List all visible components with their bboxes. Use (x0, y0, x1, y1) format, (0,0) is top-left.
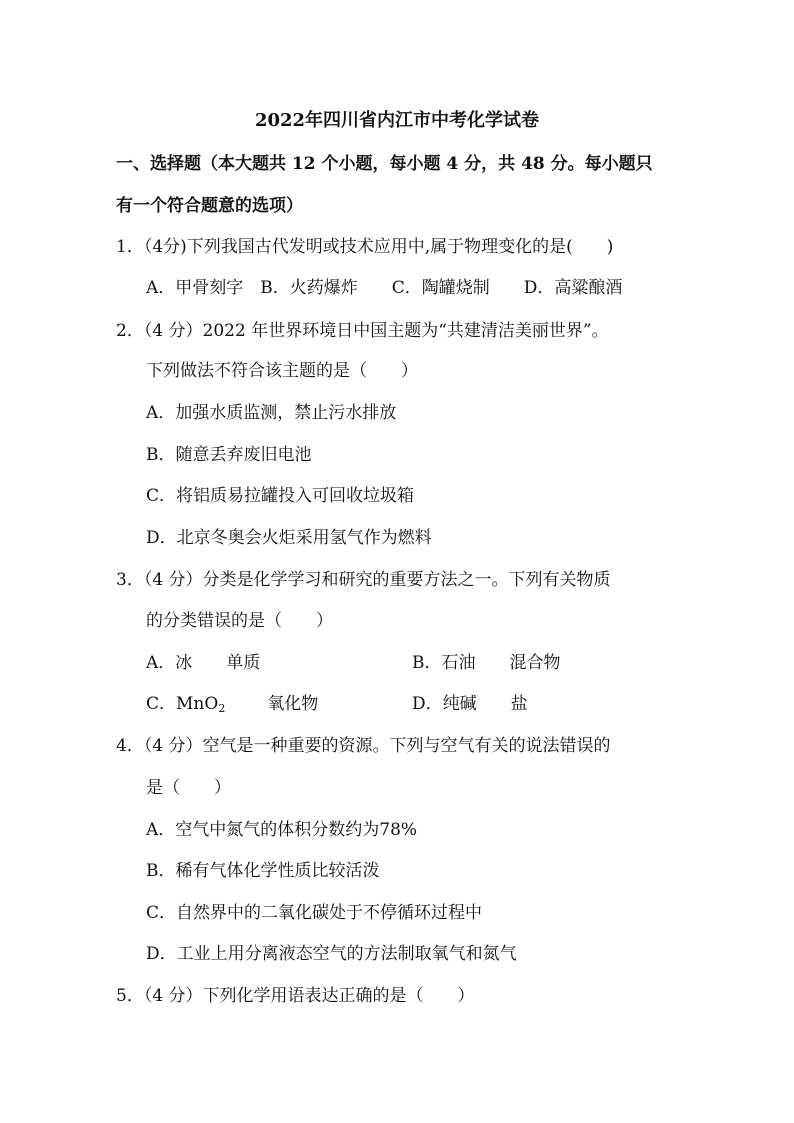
question-3-option-c (146, 689, 318, 715)
section-heading-line-2: 有一个符合题意的选项） (116, 196, 303, 216)
question-3-option-c-subscript: 2 (218, 702, 226, 715)
exam-title: 2022年四川省内江市中考化学试卷 (254, 110, 540, 131)
section-heading-line-1: 一、选择题（本大题共 12 个小题，每小题 4 分，共 48 分。每小题只 (116, 154, 653, 174)
question-2-option-d: D．北京冬奥会火炬采用氢气作为燃料 (146, 528, 432, 548)
question-2-stem-line-1: 2．（4 分）2022 年世界环境日中国主题为“共建清洁美丽世界”。 (116, 321, 609, 341)
question-2-option-a: A．加强水质监测，禁止污水排放 (146, 403, 397, 423)
question-1-stem: 1．（4分)下列我国古代发明或技术应用中,属于物理变化的是( ) (116, 237, 614, 257)
question-5-stem: 5．（4 分）下列化学用语表达正确的是（ ） (116, 986, 475, 1006)
question-3-option-a: A．冰 单质 (146, 653, 261, 673)
question-3-stem-line-2: 的分类错误的是（ ） (146, 611, 333, 631)
question-4-stem-line-1: 4．（4 分）空气是一种重要的资源。下列与空气有关的说法错误的 (116, 736, 611, 756)
question-2-stem-line-2: 下列做法不符合该主题的是（ ） (146, 361, 418, 381)
question-4-stem-line-2: 是（ ） (146, 778, 231, 798)
question-2-option-b: B．随意丢弃废旧电池 (146, 445, 312, 465)
question-1-options: A．甲骨刻字 B．火药爆炸 C．陶罐烧制 D．高粱酿酒 (146, 278, 623, 298)
question-3-option-c-formula: C．MnO (146, 694, 219, 714)
question-4-option-c: C．自然界中的二氧化碳处于不停循环过程中 (146, 903, 483, 923)
question-2-option-c: C．将铝质易拉罐投入可回收垃圾箱 (146, 486, 415, 506)
question-3-option-b: B．石油 混合物 (412, 653, 561, 673)
question-3-option-d: D．纯碱 盐 (412, 694, 528, 714)
section-heading (116, 143, 686, 227)
question-3-option-c-category: 氧化物 (267, 694, 319, 714)
question-4-option-d: D．工业上用分离液态空气的方法制取氧气和氮气 (146, 944, 517, 964)
question-3-stem-line-1: 3．（4 分）分类是化学学习和研究的重要方法之一。下列有关物质 (116, 570, 611, 590)
question-4-option-a: A．空气中氮气的体积分数约为78% (146, 820, 418, 840)
question-4-option-b: B．稀有气体化学性质比较活泼 (146, 861, 380, 881)
